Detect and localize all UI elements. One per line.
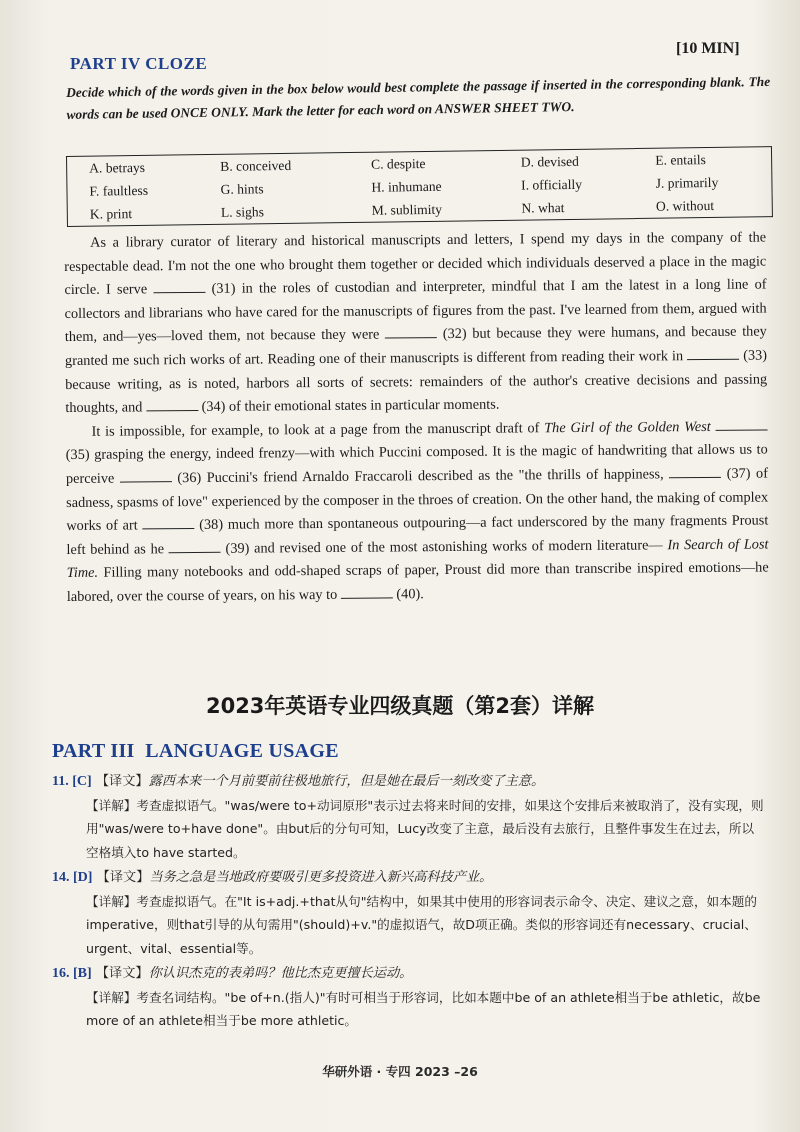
option: H. inhumane [371,178,442,195]
answer-list [52,770,764,1033]
explanation-text: 考查虚拟语气。"was/were to+动词原形"表示过去将来时间的安排，如果这个安排后来被取消了，没有实现，则用"was/were to+have done"。由but后的分句可知，Lucy改变了主意，最后没有去旅行，且整件事发生在过去，所以空格填入to have started。 [86,797,764,860]
work-title: The Girl of the Golden West [544,418,711,436]
blank-38 [142,518,194,529]
passage-paragraph-2 [65,415,768,609]
page-footer: 华研外语 · 专四 2023 –26 [322,1064,478,1079]
translation-text: 当务之急是当地政府要吸引更多投资进入新兴高科技产业。 [149,870,493,885]
passage-text: of sadness, spasms of love" experienced by the composer in the throes of creation. On the other hand, the making of complex works of art [66,465,769,535]
explanation-block [52,986,764,1033]
explanation-tag: 【详解】 [86,989,137,1005]
option: G. hints [220,180,264,197]
passage-text: grasping the energy, indeed frenzy—with which Puccini composed. It is the magic of handwriting that allows us to perceive [65,441,768,487]
blank-number: (36) [177,469,202,487]
explanation-tag: 【详解】 [86,797,137,813]
passage-text: but because they were humans, and because they granted me such rich works of art. Reading one of their manuscripts is different from reading their work in [64,323,767,369]
answer-item-14 [52,866,764,960]
blank-number: (34) [201,398,226,416]
blank-number: (37) [726,465,751,482]
blank-33 [687,349,739,360]
option: I. officially [520,176,583,193]
blank-32 [385,327,437,338]
blank-number: (32) [442,326,467,343]
blank-39 [169,541,221,552]
blank-number: (40). [396,586,424,603]
translation-tag: 【译文】 [95,966,149,981]
explanation-block [52,890,764,961]
passage-text: Filling many notebooks and odd-shaped scraps of paper, Proust did more than transcribe inspired emotions—he labored, over the course of years, on his way to [66,559,769,605]
part-heading: PART III LANGUAGE USAGE [52,740,339,762]
passage-paragraph-1 [64,226,767,420]
translation-tag: 【译文】 [95,774,149,789]
blank-number: (35) [65,447,90,464]
question-number: 16. [B] [52,966,92,981]
option: B. conceived [220,157,292,174]
cloze-title: PART IV CLOZE [70,54,208,73]
passage-text: of their emotional states in particular moments. [228,396,500,415]
explanation-text: 考查名词结构。"be of+n.(指人)"有时可相当于形容词，比如本题中be of an athlete相当于be athletic，故be more of an athlete相当于be more athletic。 [86,989,761,1028]
option: C. despite [370,155,426,172]
explanation-tag: 【详解】 [86,893,137,909]
item-header [52,962,764,986]
translation-text: 露西本来一个月前要前往极地旅行，但是她在最后一刻改变了主意。 [148,774,545,789]
blank-number: (39) [225,540,250,557]
passage-text: Puccini's friend Arnaldo Fraccaroli described as the "the thrills of happiness, [206,466,664,486]
passage-text: in the roles of custodian and interpreter, mindful that I am the latest in a long line of collectors and librarians who have cared for the manuscripts of figures from the past. I've learned from them, argued with them, and—yes—loved them, not because they were [64,276,767,346]
answers-title: 2023年英语专业四级真题（第2套）详解 [205,694,595,718]
option: A. betrays [89,159,146,176]
option: E. entails [655,151,707,168]
option: J. primarily [655,174,719,191]
work-title: In Search of Lost Time. [66,536,769,582]
blank-31 [153,282,205,293]
passage-text: As a library curator of literary and historical manuscripts and letters, I spend my days in the company of the respectable dead. I'm not the one who brought them together or decided which individuals deserved a place in the magic circle. I serve [64,229,767,299]
item-header [52,770,764,794]
option: N. what [521,199,565,216]
blank-35 [715,419,767,430]
question-number: 11. [C] [52,774,92,789]
answer-item-16 [52,962,764,1033]
blank-40 [341,587,393,598]
blank-number: (33) [743,347,768,364]
option: K. print [89,205,133,222]
item-header [52,866,764,890]
answer-item-11 [52,770,764,864]
blank-number: (31) [211,280,236,298]
passage-text: and revised one of the most astonishing works of modern literature— [254,537,663,557]
option: O. without [655,197,715,214]
time-label: [10 MIN] [676,40,740,57]
passage-text: It is impossible, for example, to look at a page from the manuscript draft of [91,420,540,440]
option: D. devised [520,153,580,170]
passage-text: much more than spontaneous outpouring—a fact underscored by the many fragments Proust left behind as he [66,512,769,558]
option: M. sublimity [371,201,443,218]
word-options-box [66,146,773,227]
blank-37 [669,467,721,478]
question-number: 14. [D] [52,870,93,885]
option: F. faultless [89,182,149,199]
blank-34 [146,400,198,411]
explanation-text: 考查虚拟语气。在"It is+adj.+that从句"结构中，如果其中使用的形容词表示命令、决定、建议之意，如本题的imperative，则that引导的从句需用"(should)+v."的虚拟语气，故D项正确。类似的形容词还有necessary、crucial、urgent、vital、essential等。 [86,893,757,956]
passage-text: because writing, as is noted, harbors all sorts of secrets: remainders of the author's creative decisions and passing thoughts, and [65,371,768,417]
translation-tag: 【译文】 [96,870,150,885]
option: L. sighs [220,203,265,220]
blank-36 [120,471,172,482]
translation-text: 你认识杰克的表弟吗？他比杰克更擅长运动。 [148,966,413,981]
cloze-instructions: Decide which of the words given in the box below would best complete the passage if inserted in the corresponding blank. The words can be used ONCE ONLY. Mark the letter for each word on ANSWER SHEET TWO. [66,73,771,122]
blank-number: (38) [199,516,224,534]
explanation-block [52,794,764,865]
word-options-table [66,146,773,227]
cloze-passage [64,226,769,609]
